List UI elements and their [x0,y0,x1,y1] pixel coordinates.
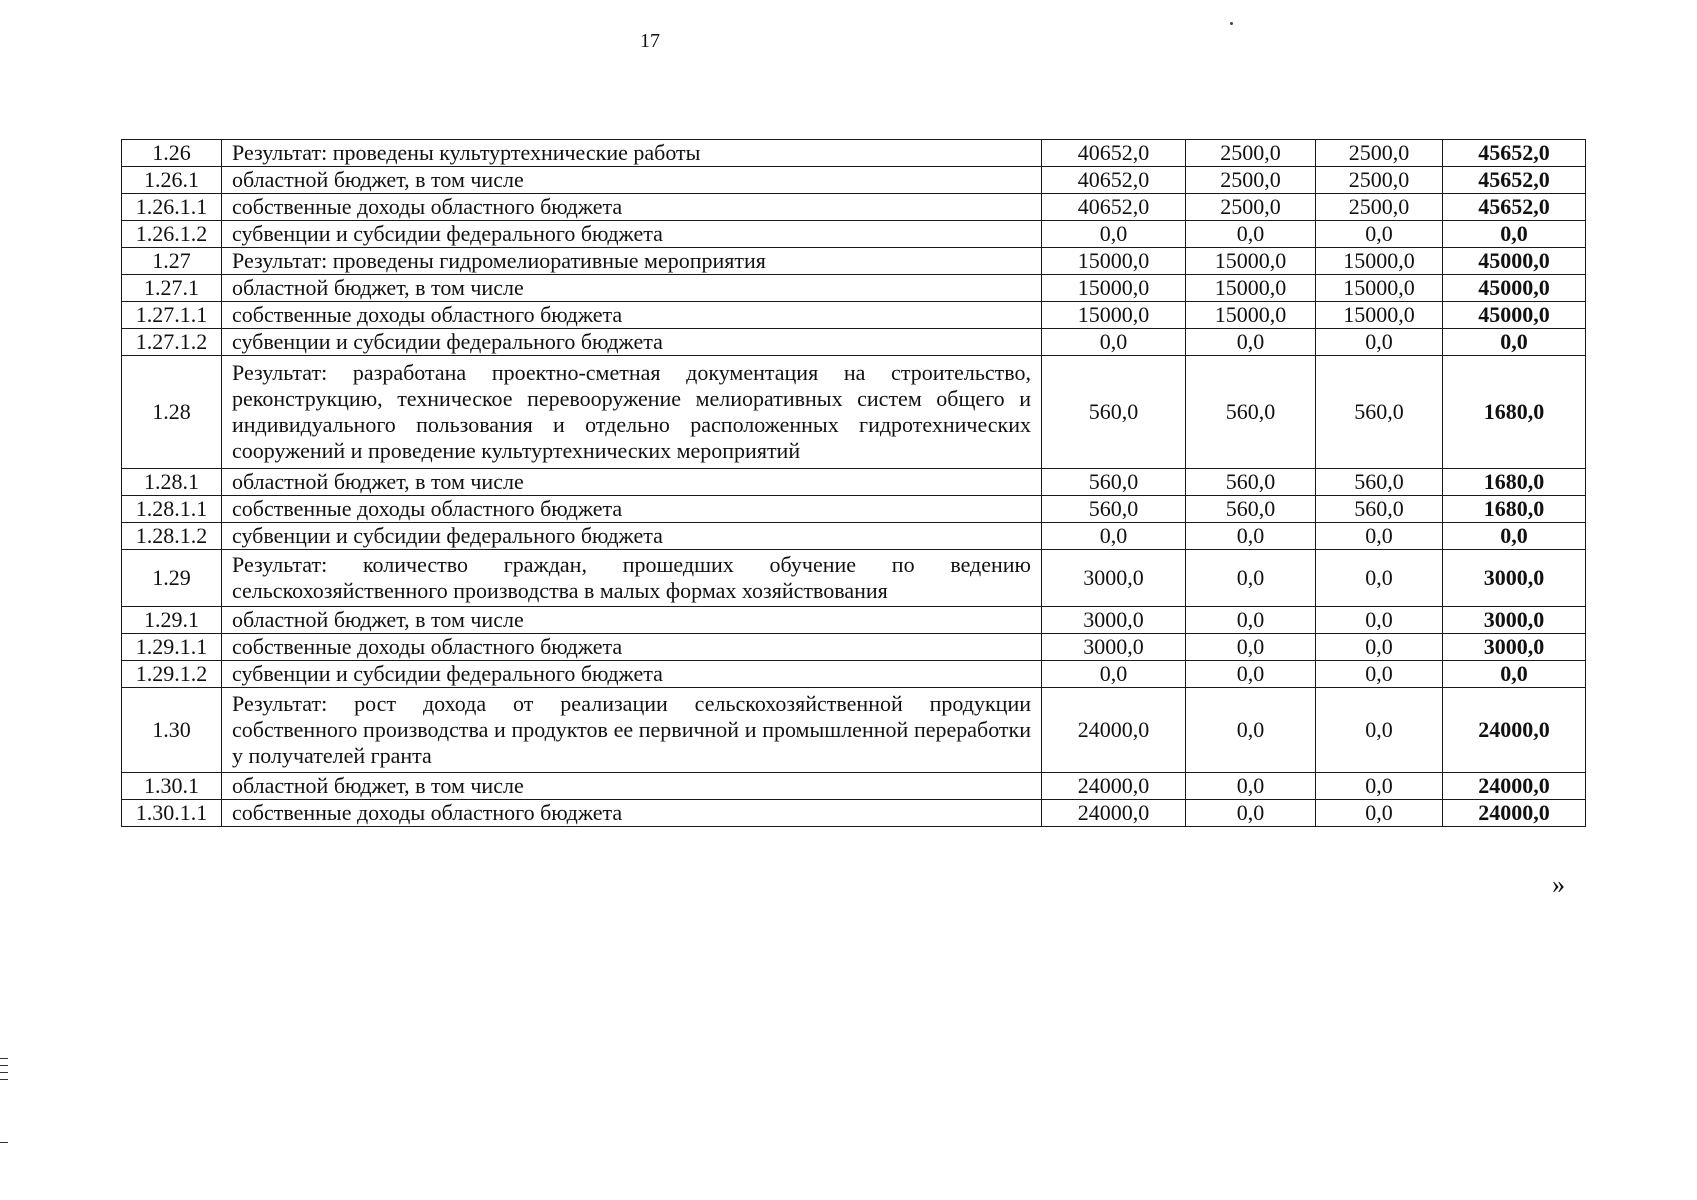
table-row [122,275,1586,302]
row-value-year2-cell: 15000,0 [1186,302,1316,329]
row-value-year3-cell: 0,0 [1316,773,1443,800]
row-description-cell: Результат: рост дохода от реализации сельскохозяйственной продукции собственного производства и продуктов ее первичной и промышленной переработки у получателей гранта [222,688,1042,773]
row-code-cell: 1.27.1.1 [122,302,222,329]
budget-table-body [122,140,1586,827]
row-total-cell: 1680,0 [1443,496,1586,523]
row-description-cell: собственные доходы областного бюджета [222,800,1042,827]
row-value-year3-cell: 2500,0 [1316,167,1443,194]
row-code-cell: 1.26 [122,140,222,167]
row-description-cell: субвенции и субсидии федерального бюджета [222,523,1042,550]
row-description-cell: областной бюджет, в том числе [222,773,1042,800]
table-row [122,550,1586,607]
row-code-cell: 1.26.1.1 [122,194,222,221]
row-total-cell: 45652,0 [1443,140,1586,167]
row-code-cell: 1.27.1.2 [122,329,222,356]
row-description-cell: областной бюджет, в том числе [222,607,1042,634]
table-row [122,773,1586,800]
row-total-cell: 1680,0 [1443,356,1586,469]
table-row [122,248,1586,275]
row-code-cell: 1.29.1 [122,607,222,634]
row-total-cell: 0,0 [1443,329,1586,356]
row-value-year3-cell: 2500,0 [1316,194,1443,221]
row-code-cell: 1.26.1 [122,167,222,194]
row-code-cell: 1.28 [122,356,222,469]
row-description-cell: собственные доходы областного бюджета [222,496,1042,523]
row-value-year1-cell: 3000,0 [1042,607,1186,634]
row-value-year3-cell: 2500,0 [1316,140,1443,167]
row-total-cell: 45652,0 [1443,194,1586,221]
row-value-year1-cell: 15000,0 [1042,248,1186,275]
row-total-cell: 24000,0 [1443,688,1586,773]
row-description-cell: областной бюджет, в том числе [222,275,1042,302]
row-value-year2-cell: 2500,0 [1186,194,1316,221]
row-value-year3-cell: 0,0 [1316,607,1443,634]
row-value-year2-cell: 0,0 [1186,800,1316,827]
row-value-year1-cell: 15000,0 [1042,302,1186,329]
row-description-cell: Результат: разработана проектно-сметная документация на строительство, реконструкцию, техническое перевооружение мелиоративных систем общего и индивидуального пользования и отдельно расположенных гидротехнических сооружений и проведение культуртехнических мероприятий [222,356,1042,469]
row-total-cell: 3000,0 [1443,607,1586,634]
row-value-year2-cell: 2500,0 [1186,140,1316,167]
row-total-cell: 45000,0 [1443,275,1586,302]
table-row [122,167,1586,194]
row-value-year2-cell: 0,0 [1186,634,1316,661]
row-value-year2-cell: 560,0 [1186,496,1316,523]
row-value-year2-cell: 15000,0 [1186,248,1316,275]
row-value-year3-cell: 0,0 [1316,634,1443,661]
table-row [122,469,1586,496]
row-value-year2-cell: 0,0 [1186,688,1316,773]
row-value-year2-cell: 0,0 [1186,773,1316,800]
row-total-cell: 0,0 [1443,221,1586,248]
row-value-year1-cell: 15000,0 [1042,275,1186,302]
row-code-cell: 1.30 [122,688,222,773]
row-value-year1-cell: 40652,0 [1042,194,1186,221]
row-description-cell: областной бюджет, в том числе [222,469,1042,496]
row-code-cell: 1.28.1.2 [122,523,222,550]
table-row [122,194,1586,221]
budget-table-container [121,139,1585,827]
row-value-year3-cell: 0,0 [1316,688,1443,773]
row-total-cell: 45000,0 [1443,302,1586,329]
page-number: 17 [640,30,660,52]
row-code-cell: 1.29.1.2 [122,661,222,688]
row-description-cell: Результат: проведены культуртехнические работы [222,140,1042,167]
row-value-year3-cell: 0,0 [1316,800,1443,827]
row-value-year2-cell: 560,0 [1186,356,1316,469]
row-total-cell: 3000,0 [1443,634,1586,661]
row-description-cell: собственные доходы областного бюджета [222,194,1042,221]
row-value-year2-cell: 2500,0 [1186,167,1316,194]
row-value-year3-cell: 0,0 [1316,661,1443,688]
row-total-cell: 45652,0 [1443,167,1586,194]
row-value-year1-cell: 24000,0 [1042,773,1186,800]
table-row [122,496,1586,523]
row-value-year2-cell: 0,0 [1186,523,1316,550]
row-description-cell: собственные доходы областного бюджета [222,302,1042,329]
row-value-year3-cell: 0,0 [1316,221,1443,248]
row-description-cell: областной бюджет, в том числе [222,167,1042,194]
row-value-year1-cell: 24000,0 [1042,688,1186,773]
table-row [122,661,1586,688]
table-row [122,329,1586,356]
table-row [122,523,1586,550]
row-value-year2-cell: 0,0 [1186,661,1316,688]
row-total-cell: 3000,0 [1443,550,1586,607]
closing-quote: » [1552,870,1565,899]
row-value-year1-cell: 3000,0 [1042,550,1186,607]
row-value-year1-cell: 0,0 [1042,523,1186,550]
row-description-cell: субвенции и субсидии федерального бюджета [222,329,1042,356]
row-value-year3-cell: 15000,0 [1316,248,1443,275]
row-value-year1-cell: 560,0 [1042,496,1186,523]
row-code-cell: 1.30.1.1 [122,800,222,827]
row-value-year2-cell: 560,0 [1186,469,1316,496]
row-value-year1-cell: 40652,0 [1042,140,1186,167]
row-value-year1-cell: 0,0 [1042,329,1186,356]
row-total-cell: 0,0 [1443,523,1586,550]
row-value-year2-cell: 15000,0 [1186,275,1316,302]
row-value-year2-cell: 0,0 [1186,607,1316,634]
row-total-cell: 1680,0 [1443,469,1586,496]
row-total-cell: 0,0 [1443,661,1586,688]
table-row [122,356,1586,469]
row-value-year2-cell: 0,0 [1186,550,1316,607]
row-value-year1-cell: 40652,0 [1042,167,1186,194]
table-row [122,140,1586,167]
row-code-cell: 1.27.1 [122,275,222,302]
row-value-year3-cell: 0,0 [1316,523,1443,550]
row-value-year1-cell: 560,0 [1042,469,1186,496]
table-row [122,634,1586,661]
table-row [122,302,1586,329]
row-code-cell: 1.30.1 [122,773,222,800]
row-total-cell: 45000,0 [1443,248,1586,275]
scan-speck [1230,22,1233,25]
table-row [122,607,1586,634]
budget-table [121,139,1586,827]
row-value-year1-cell: 24000,0 [1042,800,1186,827]
row-description-cell: Результат: проведены гидромелиоративные мероприятия [222,248,1042,275]
row-value-year1-cell: 0,0 [1042,661,1186,688]
scan-edge-marks [0,1058,10,1149]
row-code-cell: 1.28.1 [122,469,222,496]
row-code-cell: 1.29.1.1 [122,634,222,661]
row-code-cell: 1.28.1.1 [122,496,222,523]
row-code-cell: 1.27 [122,248,222,275]
table-row [122,688,1586,773]
row-description-cell: субвенции и субсидии федерального бюджета [222,661,1042,688]
row-value-year1-cell: 0,0 [1042,221,1186,248]
row-code-cell: 1.29 [122,550,222,607]
row-total-cell: 24000,0 [1443,773,1586,800]
row-description-cell: субвенции и субсидии федерального бюджета [222,221,1042,248]
row-description-cell: собственные доходы областного бюджета [222,634,1042,661]
row-total-cell: 24000,0 [1443,800,1586,827]
row-value-year3-cell: 560,0 [1316,496,1443,523]
row-value-year3-cell: 0,0 [1316,329,1443,356]
row-value-year3-cell: 15000,0 [1316,302,1443,329]
table-row [122,221,1586,248]
row-value-year1-cell: 560,0 [1042,356,1186,469]
row-value-year2-cell: 0,0 [1186,221,1316,248]
row-value-year1-cell: 3000,0 [1042,634,1186,661]
table-row [122,800,1586,827]
row-value-year2-cell: 0,0 [1186,329,1316,356]
row-value-year3-cell: 0,0 [1316,550,1443,607]
row-description-cell: Результат: количество граждан, прошедших обучение по ведению сельскохозяйственного производства в малых формах хозяйствования [222,550,1042,607]
row-value-year3-cell: 15000,0 [1316,275,1443,302]
row-value-year3-cell: 560,0 [1316,469,1443,496]
row-code-cell: 1.26.1.2 [122,221,222,248]
row-value-year3-cell: 560,0 [1316,356,1443,469]
